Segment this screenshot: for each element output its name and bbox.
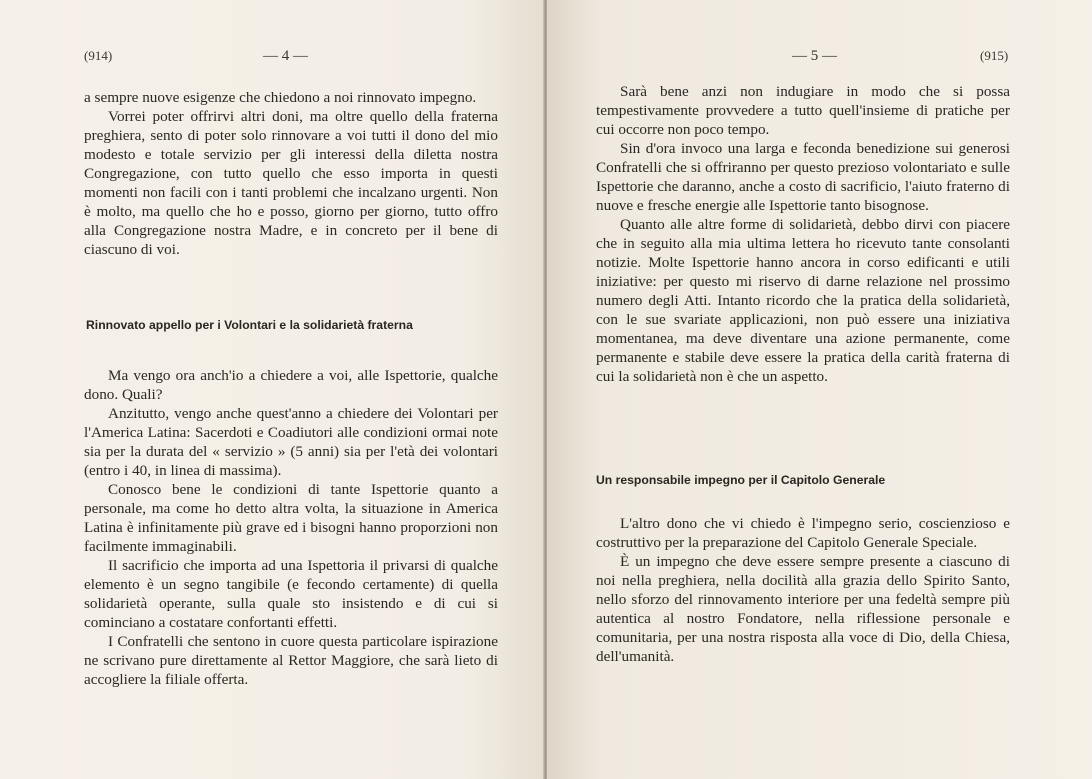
folio-left: — 4 —: [263, 48, 308, 64]
paragraph: Anzitutto, vengo anche quest'anno a chiedere dei Volontari per l'America Latina: Sacerdoti e Coadiutori alle condizioni ormai note sia per la durata del « servizio » (5 anni) sia per l'età dei volontari (entro i 40, in linea di massima).: [84, 405, 498, 479]
page-number-right: (915): [980, 48, 1009, 63]
section-heading-capitolo: Un responsabile impegno per il Capitolo Generale: [596, 473, 886, 487]
left-text-block-1: [84, 88, 498, 259]
paragraph: I Confratelli che sentono in cuore questa particolare ispirazione ne scrivano pure direttamente al Rettor Maggiore, che sarà lieto di accogliere la filiale offerta.: [84, 633, 498, 688]
paragraph: Sin d'ora invoco una larga e feconda benedizione sui generosi Confratelli che si offriranno per questo prezioso volontariato e sulle Ispettorie che daranno, anche a costo di sacrificio, l'aiuto fraterno di nuove e fresche energie alle Ispettorie tanto bisognose.: [596, 140, 1010, 214]
paragraph: Vorrei poter offrirvi altri doni, ma oltre quello della fraterna preghiera, sento di poter solo rinnovare a voi tutti il dono del mio modesto e totale servizio per gli interessi della diletta nostra Congregazione, con tutto quello che esso importa in questi momenti non facili con i tanti problemi che incalzano urgenti. Non è molto, ma quello che ho e posso, giorno per giorno, tutto offro alla Congregazione nostra Madre, e in concreto per il bene di ciascuno di voi.: [84, 108, 498, 258]
right-text-block-2: [596, 514, 1010, 666]
paragraph: Conosco bene le condizioni di tante Ispettorie quanto a personale, ma come ho detto altra volta, la situazione in America Latina è infinitamente più grave ed i bisogni hanno proporzioni non facilmente immaginabili.: [84, 481, 498, 555]
paragraph: Il sacrificio che importa ad una Ispettoria il privarsi di qualche elemento è un segno tangibile (e fecondo certamente) di quella solidarietà operante, sulla quale sto insistendo e di cui si cominciano a costatare confortanti effetti.: [84, 557, 498, 631]
paragraph: Sarà bene anzi non indugiare in modo che si possa tempestivamente provvedere a tutto quell'insieme di pratiche per cui occorre non poco tempo.: [596, 83, 1010, 138]
paragraph: L'altro dono che vi chiedo è l'impegno serio, coscienzioso e costruttivo per la preparazione del Capitolo Generale Speciale.: [596, 515, 1010, 551]
left-text-block-2: [84, 366, 498, 689]
paragraph: È un impegno che deve essere sempre presente a ciascuno di noi nella preghiera, nella docilità alla grazia dello Spirito Santo, nello sforzo del rinnovamento interiore per una fedeltà sempre più autentica al nostro Fondatore, nella riflessione personale e comunitaria, per una nostra risposta alla voce di Dio, della Chiesa, dell'umanità.: [596, 553, 1010, 665]
paragraph: Ma vengo ora anch'io a chiedere a voi, alle Ispettorie, qualche dono. Quali?: [84, 367, 498, 403]
right-text-block-1: [596, 82, 1010, 386]
page-number-left: (914): [84, 48, 113, 63]
section-heading-volontari: Rinnovato appello per i Volontari e la solidarietà fraterna: [86, 318, 413, 332]
right-page: [547, 0, 1092, 779]
paragraph: Quanto alle altre forme di solidarietà, debbo dirvi con piacere che in seguito alla mia ultima lettera ho ricevuto tante consolanti notizie. Molte Ispettorie hanno ancora in corso edificanti e utili iniziative: per questo mi riservo di darne relazione nel prossimo numero degli Atti. Intanto ricordo che la pratica della solidarietà, con le sue svariate applicazioni, non può essere una iniziativa momentanea, ma deve diventare una azione permanente, come permanente e stabile deve essere la pratica della carità fraterna di cui la solidarietà non è che un aspetto.: [596, 216, 1010, 385]
left-page: [0, 0, 545, 779]
folio-right: — 5 —: [792, 48, 837, 64]
paragraph: a sempre nuove esigenze che chiedono a noi rinnovato impegno.: [84, 89, 477, 106]
